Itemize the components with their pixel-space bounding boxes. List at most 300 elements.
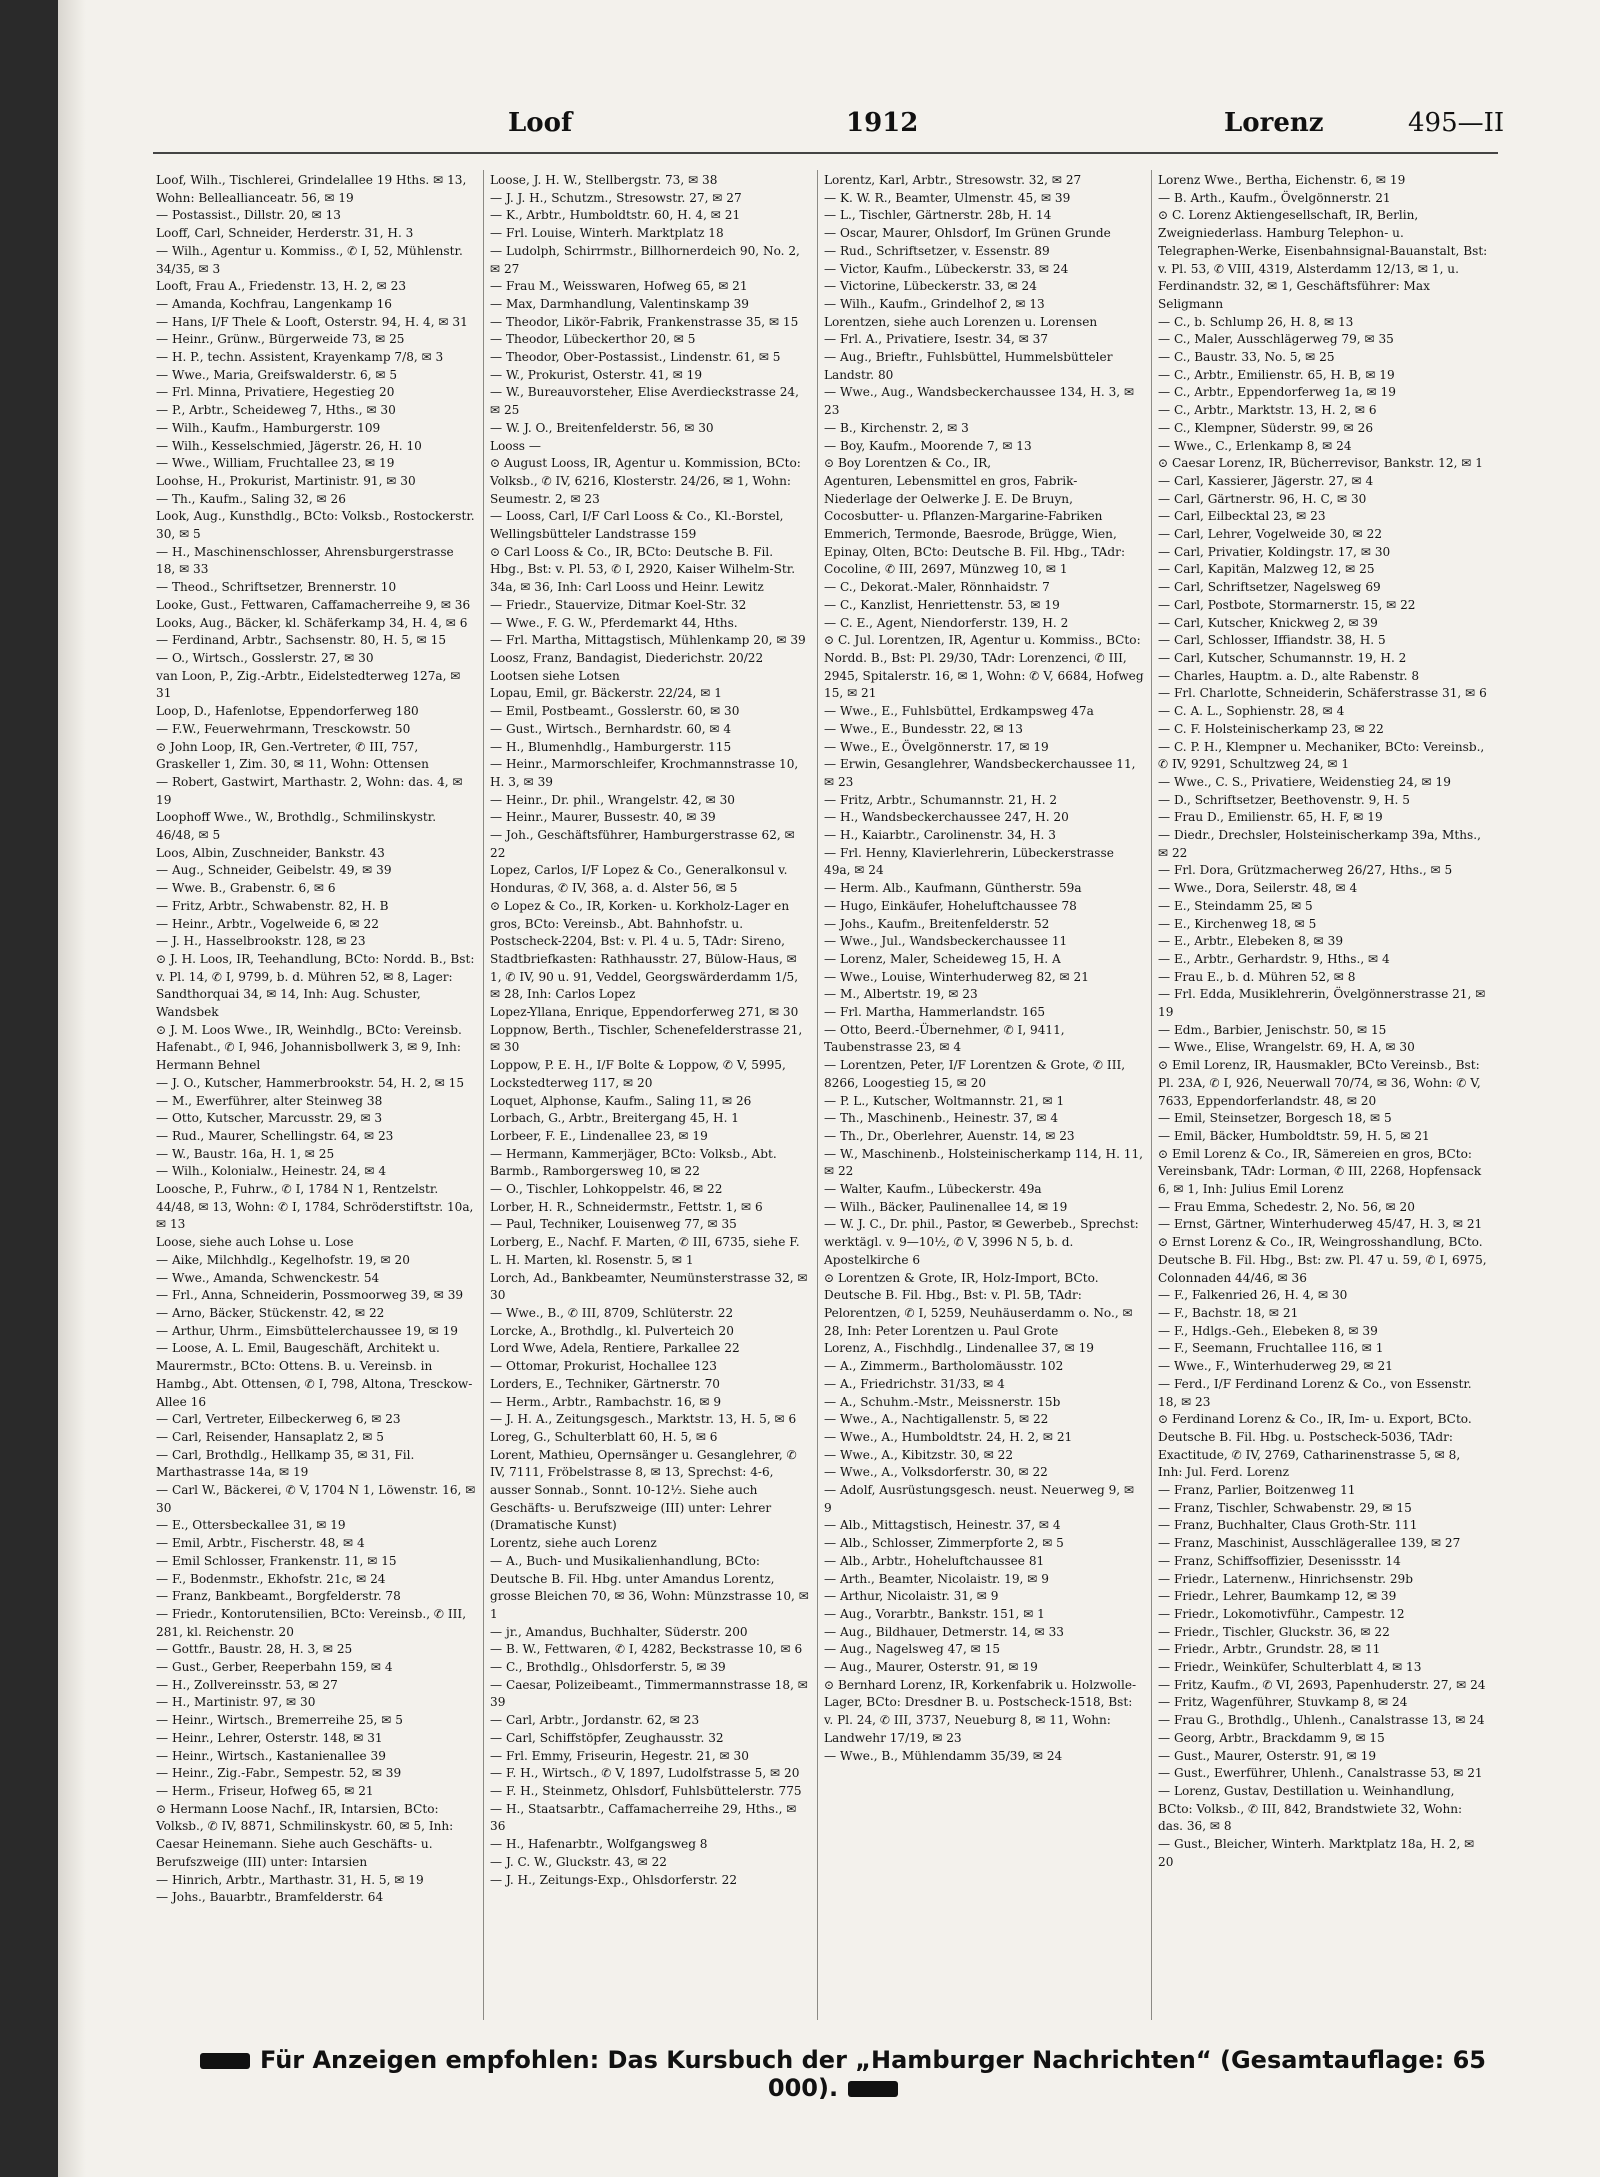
directory-entry: ⊙ J. H. Loos, IR, Teehandlung, BCto: Nordd. B., Bst: v. Pl. 14, ✆ I, 9799, b. d. Mühren 52, ✉ 8, Lager: Sandthorquai 34, ✉ 14, Inh: Aug. Schuster, Wandsbek (156, 951, 479, 1020)
directory-entry: — J. O., Kutscher, Hammerbrookstr. 54, H. 2, ✉ 15 (156, 1075, 465, 1090)
directory-entry: — Carl, Kutscher, Schumannstr. 19, H. 2 (1158, 650, 1407, 665)
directory-entry: ⊙ Emil Lorenz, IR, Hausmakler, BCto Vereinsb., Bst: Pl. 23A, ✆ I, 926, Neuerwall 70/74, ✉ 36, Wohn: ✆ V, 7633, Eppendorferlandstr. 48, ✉ 20 (1158, 1058, 1485, 1108)
column-divider (817, 170, 818, 2020)
directory-entry: — F., Bachstr. 18, ✉ 21 (1158, 1306, 1299, 1320)
directory-entry: Lorent, Mathieu, Opernsänger u. Gesanglehrer, ✆ IV, 7111, Fröbelstrasse 8, ✉ 13, Sprechst: 4-6, ausser Sonnab., Sonnt. 10-12½. Siehe auch Geschäfts- u. Berufszweige (III) unter: Lehrer (Dramatische Kunst) (490, 1447, 801, 1533)
directory-entry: — Wwe., B., ✆ III, 8709, Schlüterstr. 22 (490, 1306, 734, 1320)
directory-entry: — Gust., Maurer, Osterstr. 91, ✉ 19 (1158, 1748, 1377, 1763)
directory-entry: — Wilh., Kaufm., Hamburgerstr. 109 (156, 420, 381, 435)
directory-entry: — Fritz, Wagenführer, Stuvkamp 8, ✉ 24 (1158, 1695, 1408, 1710)
directory-entry: — Ottomar, Prokurist, Hochallee 123 (490, 1359, 717, 1374)
directory-entry: — Hinrich, Arbtr., Marthastr. 31, H. 5, ✉ 19 (156, 1872, 424, 1887)
directory-entry: — Frl. Dora, Grützmacherweg 26/27, Hths., ✉ 5 (1158, 863, 1453, 878)
directory-entry: — Alb., Schlosser, Zimmerpforte 2, ✉ 5 (824, 1536, 1064, 1551)
directory-entry: — Wwe., A., Humboldtstr. 24, H. 2, ✉ 21 (824, 1429, 1073, 1444)
directory-entry: Agenturen, Lebensmittel en gros, Fabrik-Niederlage der Oelwerke J. E. De Bruyn, Cocosbutter- u. Pflanzen-Margarine-Fabriken Emmerich, Termonde, Baesrode, Brügge, Wien, Epinay, Olten, BCto: Deutsche B. Fil. Hbg., TAdr: Cocoline, ✆ III, 2697, Münzweg 10, ✉ 1 (824, 473, 1129, 577)
directory-entry: Lorberg, E., Nachf. F. Marten, ✆ III, 6735, siehe F. L. H. Marten, kl. Rosenstr. 5, ✉ 1 (490, 1235, 804, 1267)
directory-entry: Lopez, Carlos, I/F Lopez & Co., Generalkonsul v. Honduras, ✆ IV, 368, a. d. Alster 56, ✉ 5 (490, 863, 792, 896)
directory-entry: — Carl, Schriftsetzer, Nagelsweg 69 (1158, 580, 1381, 595)
directory-entry: — Aug., Vorarbtr., Bankstr. 151, ✉ 1 (824, 1606, 1045, 1621)
directory-entry: — Lorenz, Maler, Scheideweg 15, H. A (824, 951, 1061, 966)
directory-entry: — Friedr., Arbtr., Grundstr. 28, ✉ 11 (1158, 1642, 1381, 1657)
directory-entry: — Heinr., Wirtsch., Bremerreihe 25, ✉ 5 (156, 1713, 403, 1728)
directory-entry: Lorch, Ad., Bankbeamter, Neumünsterstrasse 32, ✉ 30 (490, 1270, 812, 1303)
directory-page (58, 0, 1600, 2177)
directory-entry: — Wilh., Kolonialw., Heinestr. 24, ✉ 4 (156, 1164, 387, 1179)
header-first-entry: Loof (508, 108, 573, 138)
directory-entry: — Lorenz, Gustav, Destillation u. Weinhandlung, BCto: Volksb., ✆ III, 842, Brandstwiete 32, Wohn: das. 36, ✉ 8 (1158, 1783, 1466, 1834)
directory-entry: — W., Prokurist, Osterstr. 41, ✉ 19 (490, 367, 703, 382)
directory-entry: ⊙ John Loop, IR, Gen.-Vertreter, ✆ III, 757, Graskeller 1, Zim. 30, ✉ 11, Wohn: Ottensen (156, 739, 429, 772)
directory-entry: — A., Friedrichstr. 31/33, ✉ 4 (824, 1376, 1005, 1391)
directory-entry: — Johs., Bauarbtr., Bramfelderstr. 64 (156, 1890, 384, 1905)
directory-entry: — Carl, Eilbecktal 23, ✉ 23 (1158, 509, 1326, 524)
directory-entry: ⊙ J. M. Loos Wwe., IR, Weinhdlg., BCto: Vereinsb. Hafenabt., ✆ I, 946, Johannisbollwerk 3, ✉ 9, Inh: Hermann Behnel (156, 1022, 466, 1073)
page-header (148, 108, 1560, 148)
directory-entry: — H., Kaiarbtr., Carolinenstr. 34, H. 3 (824, 828, 1056, 843)
directory-entry: — W., Maschinenb., Holsteinischerkamp 114, H. 11, ✉ 22 (824, 1146, 1147, 1179)
directory-entry: — A., Schuhm.-Mstr., Meissnerstr. 15b (824, 1394, 1061, 1409)
directory-entry: — Friedr., Lokomotivführ., Campestr. 12 (1158, 1606, 1405, 1621)
directory-entry: — Herm. Alb., Kaufmann, Güntherstr. 59a (824, 881, 1082, 896)
directory-entry: Lorentz, Karl, Arbtr., Stresowstr. 32, ✉ 27 (824, 173, 1082, 187)
directory-entry: — Carl, Kapitän, Malzweg 12, ✉ 25 (1158, 562, 1375, 577)
column-1 (156, 172, 480, 2022)
directory-entry: — Edm., Barbier, Jenischstr. 50, ✉ 15 (1158, 1022, 1387, 1037)
directory-entry: Lorbeer, F. E., Lindenallee 23, ✉ 19 (490, 1128, 708, 1143)
directory-entry: — H., Blumenhdlg., Hamburgerstr. 115 (490, 739, 732, 754)
directory-entry: Lopau, Emil, gr. Bäckerstr. 22/24, ✉ 1 (490, 686, 722, 701)
directory-entry: — Wilh., Bäcker, Paulinenallee 14, ✉ 19 (824, 1199, 1068, 1214)
directory-entry: — Gust., Gerber, Reeperbahn 159, ✉ 4 (156, 1660, 393, 1675)
directory-entry: ⊙ Emil Lorenz & Co., IR, Sämereien en gros, BCto: Vereinsbank, TAdr: Lorman, ✆ III, 2268, Hopfensack 6, ✉ 1, Inh: Julius Emil Lorenz (1158, 1146, 1486, 1197)
directory-entry: Lootsen siehe Lotsen (490, 668, 620, 683)
directory-entry: — C., Arbtr., Emilienstr. 65, H. B, ✉ 19 (1158, 367, 1395, 382)
directory-entry: — Joh., Geschäftsführer, Hamburgerstrasse 62, ✉ 22 (490, 828, 799, 860)
directory-entry: — Ludolph, Schirrmstr., Billhornerdeich 90, No. 2, ✉ 27 (490, 243, 804, 276)
directory-entry: — Wwe., Amanda, Schwenckestr. 54 (156, 1270, 380, 1285)
directory-entry: — Emil, Bäcker, Humboldtstr. 59, H. 5, ✉ 21 (1158, 1128, 1430, 1143)
header-last-entry: Lorenz (1224, 108, 1324, 138)
directory-entry: — O., Tischler, Lohkoppelstr. 46, ✉ 22 (490, 1182, 723, 1197)
directory-entry: — F., Bodenmstr., Ekhofstr. 21c, ✉ 24 (156, 1571, 386, 1586)
directory-entry: — Theodor, Lübeckerthor 20, ✉ 5 (490, 332, 696, 347)
directory-entry: ⊙ Boy Lorentzen & Co., IR, (824, 456, 992, 471)
directory-entry: — Carl, Postbote, Stormarnerstr. 15, ✉ 22 (1158, 597, 1416, 612)
directory-entry: — Franz, Schiffsoffizier, Desenissstr. 14 (1158, 1553, 1401, 1568)
directory-entry: — Walter, Kaufm., Lübeckerstr. 49a (824, 1182, 1042, 1197)
directory-entry: Lorbach, G., Arbtr., Breitergang 45, H. 1 (490, 1111, 739, 1126)
directory-entry: ⊙ Ernst Lorenz & Co., IR, Weingrosshandlung, BCto. Deutsche B. Fil. Hbg., Bst: zw. Pl. 47 u. 59, ✆ I, 6975, Colonnaden 44/46, ✉ 36 (1158, 1235, 1491, 1285)
directory-entry: — C., Arbtr., Marktstr. 13, H. 2, ✉ 6 (1158, 403, 1377, 418)
directory-entry: — Wilh., Kesselschmied, Jägerstr. 26, H. 10 (156, 438, 422, 453)
directory-entry: — Heinr., Wirtsch., Kastanienallee 39 (156, 1748, 386, 1763)
directory-entry: — Charles, Hauptm. a. D., alte Rabenstr. 8 (1158, 668, 1420, 683)
directory-entry: Loohse, H., Prokurist, Martinistr. 91, ✉ 30 (156, 473, 416, 488)
directory-entry: — Carl, Gärtnerstr. 96, H. C, ✉ 30 (1158, 491, 1367, 506)
directory-entry: — Frl. Minna, Privatiere, Hegestieg 20 (156, 385, 395, 400)
directory-entry: — Wwe. B., Grabenstr. 6, ✉ 6 (156, 881, 336, 896)
directory-entry: — Friedr., Lehrer, Baumkamp 12, ✉ 39 (1158, 1589, 1397, 1604)
directory-entry: — Diedr., Drechsler, Holsteinischerkamp 39a, Mths., ✉ 22 (1158, 828, 1485, 860)
directory-entry: ⊙ Carl Looss & Co., IR, BCto: Deutsche B. Fil. Hbg., Bst: v. Pl. 53, ✆ I, 2920, Kaiser Wilhelm-Str. 34a, ✉ 36, Inh: Carl Looss und Heinr. Lewitz (490, 544, 799, 595)
directory-entry: — Herm., Arbtr., Rambachstr. 16, ✉ 9 (490, 1394, 722, 1409)
directory-entry: — C., Maler, Ausschlägerweg 79, ✉ 35 (1158, 332, 1394, 347)
directory-entry: — Carl, Schiffstöpfer, Zeughausstr. 32 (490, 1730, 724, 1745)
directory-entry: — C., Kanzlist, Henriettenstr. 53, ✉ 19 (824, 597, 1060, 612)
column-divider (483, 170, 484, 2020)
directory-entry: — Frl. A., Privatiere, Isestr. 34, ✉ 37 (824, 332, 1049, 347)
directory-entry: — Theod., Schriftsetzer, Brennerstr. 10 (156, 580, 397, 595)
directory-entry: — H. P., techn. Assistent, Krayenkamp 7/8, ✉ 3 (156, 350, 444, 365)
directory-entry: — Emil, Postbeamt., Gosslerstr. 60, ✉ 30 (490, 704, 740, 719)
header-year: 1912 (846, 108, 919, 138)
directory-entry: — M., Ewerführer, alter Steinweg 38 (156, 1093, 383, 1108)
directory-entry: — K. W. R., Beamter, Ulmenstr. 45, ✉ 39 (824, 190, 1071, 205)
directory-entry: — Wwe., William, Fruchtallee 23, ✉ 19 (156, 456, 395, 471)
directory-entry: — Wwe., Maria, Greifswalderstr. 6, ✉ 5 (156, 367, 398, 382)
directory-entry: — E., Kirchenweg 18, ✉ 5 (1158, 916, 1317, 931)
directory-entry: ⊙ C. Jul. Lorentzen, IR, Agentur u. Kommiss., BCto: Nordd. B., Bst: Pl. 29/30, TAdr: Lorenzenci, ✆ III, 2945, Spitalerstr. 16, ✉ 1, Wohn: ✆ V, 6684, Hofweg 15, ✉ 21 (824, 633, 1148, 701)
directory-entry: — Frau Emma, Schedestr. 2, No. 56, ✉ 20 (1158, 1199, 1415, 1214)
directory-entry: — Franz, Buchhalter, Claus Groth-Str. 111 (1158, 1518, 1418, 1533)
directory-entry: — Heinr., Arbtr., Vogelweide 6, ✉ 22 (156, 916, 379, 931)
directory-entry: — Carl, Lehrer, Vogelweide 30, ✉ 22 (1158, 527, 1383, 542)
directory-entry: Loppow, P. E. H., I/F Bolte & Loppow, ✆ V, 5995, Lockstedterweg 117, ✉ 20 (490, 1058, 790, 1090)
directory-entry: — F.W., Feuerwehrmann, Tresckowstr. 50 (156, 721, 411, 736)
directory-entry: — Friedr., Tischler, Gluckstr. 36, ✉ 22 (1158, 1624, 1390, 1639)
directory-entry: — M., Albertstr. 19, ✉ 23 (824, 987, 978, 1002)
directory-entry: van Loon, P., Zig.-Arbtr., Eidelstedterweg 127a, ✉ 31 (156, 668, 465, 701)
directory-entry: — F., Falkenried 26, H. 4, ✉ 30 (1158, 1288, 1348, 1303)
directory-entry: Lorcke, A., Brothdlg., kl. Pulverteich 20 (490, 1323, 734, 1338)
directory-entry: — C., Dekorat.-Maler, Rönnhaidstr. 7 (824, 580, 1050, 595)
directory-entry: — Herm., Friseur, Hofweg 65, ✉ 21 (156, 1783, 374, 1798)
directory-entry: — F. H., Wirtsch., ✆ V, 1897, Ludolfstrasse 5, ✉ 20 (490, 1766, 800, 1781)
directory-entry: Lorders, E., Techniker, Gärtnerstr. 70 (490, 1376, 720, 1391)
directory-entry: — Gust., Bleicher, Winterh. Marktplatz 18a, H. 2, ✉ 20 (1158, 1837, 1479, 1869)
directory-entry: — Fritz, Arbtr., Schumannstr. 21, H. 2 (824, 792, 1058, 807)
directory-entry: — E., Ottersbeckallee 31, ✉ 19 (156, 1518, 346, 1533)
directory-entry: — Lorentzen, Peter, I/F Lorentzen & Grote, ✆ III, 8266, Loogestieg 15, ✉ 20 (824, 1058, 1129, 1090)
directory-entry: — Rud., Maurer, Schellingstr. 64, ✉ 23 (156, 1128, 394, 1143)
directory-entry: — Frl. Martha, Mittagstisch, Mühlenkamp 20, ✉ 39 (490, 633, 806, 648)
directory-entry: — Wwe., Elise, Wrangelstr. 69, H. A, ✉ 30 (1158, 1040, 1415, 1055)
directory-entry: — Amanda, Kochfrau, Langenkamp 16 (156, 296, 392, 311)
directory-entry: ⊙ Bernhard Lorenz, IR, Korkenfabrik u. Holzwolle-Lager, BCto: Dresdner B. u. Postscheck-1518, Bst: v. Pl. 24, ✆ III, 3737, Neueburg 8, ✉ 11, Wohn: Landwehr 17/19, ✉ 23 (824, 1677, 1137, 1745)
directory-entry: — J. H. A., Zeitungsgesch., Marktstr. 13, H. 5, ✉ 6 (490, 1412, 797, 1427)
directory-entry: — Carl W., Bäckerei, ✆ V, 1704 N 1, Löwenstr. 16, ✉ 30 (156, 1483, 480, 1515)
directory-entry: — Carl, Reisender, Hansaplatz 2, ✉ 5 (156, 1429, 384, 1444)
directory-entry: — Heinr., Lehrer, Osterstr. 148, ✉ 31 (156, 1730, 383, 1745)
directory-entry: — Loose, A. L. Emil, Baugeschäft, Architekt u. Maurermstr., BCto: Ottens. B. u. Vereinsb. in Hambg., Abt. Ottensen, ✆ I, 798, Altona, Tresckow-Allee 16 (156, 1341, 473, 1409)
directory-entry: — Carl, Kassierer, Jägerstr. 27, ✉ 4 (1158, 473, 1374, 488)
directory-entry: — H., Staatsarbtr., Caffamacherreihe 29, Hths., ✉ 36 (490, 1801, 801, 1834)
directory-entry: Looks, Aug., Bäcker, kl. Schäferkamp 34, H. 4, ✉ 6 (156, 615, 468, 630)
directory-entry: — Carl, Privatier, Koldingstr. 17, ✉ 30 (1158, 544, 1391, 559)
directory-entry: — D., Schriftsetzer, Beethovenstr. 9, H. 5 (1158, 792, 1410, 807)
directory-entry: — L., Tischler, Gärtnerstr. 28b, H. 14 (824, 208, 1052, 223)
directory-entry: Lorber, H. R., Schneidermstr., Fettstr. 1, ✉ 6 (490, 1199, 763, 1214)
directory-entry: — Arthur, Nicolaistr. 31, ✉ 9 (824, 1589, 999, 1604)
directory-entry: — B. Arth., Kaufm., Övelgönnerstr. 21 (1158, 190, 1391, 205)
directory-entry: — Heinr., Maurer, Bussestr. 40, ✉ 39 (490, 810, 716, 825)
directory-entry: — E., Steindamm 25, ✉ 5 (1158, 898, 1313, 913)
directory-entry: — C. A. L., Sophienstr. 28, ✉ 4 (1158, 704, 1345, 719)
directory-entry: — Postassist., Dillstr. 20, ✉ 13 (156, 208, 341, 223)
directory-entry: — W., Bureauvorsteher, Elise Averdieckstrasse 24, ✉ 25 (490, 385, 803, 418)
directory-entry: Looff, Carl, Schneider, Herderstr. 31, H. 3 (156, 226, 414, 241)
directory-entry: — H., Zollvereinsstr. 53, ✉ 27 (156, 1677, 338, 1692)
directory-entry: — W. J. O., Breitenfelderstr. 56, ✉ 30 (490, 420, 714, 435)
directory-entry: — P. L., Kutscher, Woltmannstr. 21, ✉ 1 (824, 1093, 1065, 1108)
directory-entry: — Th., Maschinenb., Heinestr. 37, ✉ 4 (824, 1111, 1059, 1126)
directory-entry: — Wwe., E., Bundesstr. 22, ✉ 13 (824, 721, 1023, 736)
directory-entry: — C., Baustr. 33, No. 5, ✉ 25 (1158, 350, 1335, 365)
directory-entry: — Victor, Kaufm., Lübeckerstr. 33, ✉ 24 (824, 261, 1069, 276)
directory-entry: — Friedr., Laternenw., Hinrichsenstr. 29b (1158, 1571, 1413, 1586)
directory-entry: — O., Wirtsch., Gosslerstr. 27, ✉ 30 (156, 650, 374, 665)
directory-entry: — Rud., Schriftsetzer, v. Essenstr. 89 (824, 243, 1050, 258)
directory-entry: — Wilh., Agentur u. Kommiss., ✆ I, 52, Mühlenstr. 34/35, ✉ 3 (156, 243, 467, 276)
directory-entry: ⊙ August Looss, IR, Agentur u. Kommission, BCto: Volksb., ✆ IV, 6216, Klosterstr. 24/26, ✉ 1, Wohn: Seumestr. 2, ✉ 23 (490, 456, 805, 506)
directory-entry: — C. E., Agent, Niendorferstr. 139, H. 2 (824, 615, 1069, 630)
directory-entry: Loosche, P., Fuhrw., ✆ I, 1784 N 1, Rentzelstr. 44/48, ✉ 13, Wohn: ✆ I, 1784, Schröderstiftstr. 10a, ✉ 13 (156, 1182, 478, 1232)
directory-entry: ⊙ Hermann Loose Nachf., IR, Intarsien, BCto: Volksb., ✆ IV, 8871, Schmilinskystr. 60, ✉ 5, Inh: Caesar Heinemann. Siehe auch Geschäfts- u. Berufszweige (III) unter: Intarsien (156, 1801, 458, 1869)
directory-entry: — Aug., Maurer, Osterstr. 91, ✉ 19 (824, 1660, 1038, 1675)
directory-entry: Loose, J. H. W., Stellbergstr. 73, ✉ 38 (490, 173, 718, 187)
directory-entry: ⊙ Lorentzen & Grote, IR, Holz-Import, BCto. Deutsche B. Fil. Hbg., Bst: v. Pl. 5B, TAdr: Pelorentzen, ✆ I, 5259, Neuhäuserdamm o. No., ✉ 28, Inh: Peter Lorentzen u. Paul Grote (824, 1270, 1137, 1338)
directory-entry: ⊙ Caesar Lorenz, IR, Bücherrevisor, Bankstr. 12, ✉ 1 (1158, 456, 1483, 471)
advertisement-footer (178, 2046, 1498, 2102)
directory-entry: — Arno, Bäcker, Stückenstr. 42, ✉ 22 (156, 1306, 385, 1320)
directory-entry: — Aug., Bildhauer, Detmerstr. 14, ✉ 33 (824, 1624, 1064, 1639)
directory-entry: — Emil, Arbtr., Fischerstr. 48, ✉ 4 (156, 1536, 365, 1551)
directory-entry: — Wwe., Louise, Winterhuderweg 82, ✉ 21 (824, 969, 1089, 984)
directory-entry: — Wwe., A., Volksdorferstr. 30, ✉ 22 (824, 1465, 1048, 1480)
directory-entry: — Wwe., Aug., Wandsbeckerchaussee 134, H. 3, ✉ 23 (824, 385, 1138, 418)
directory-entry: — Friedr., Stauervize, Ditmar Koel-Str. 32 (490, 597, 747, 612)
directory-entry: — Friedr., Kontorutensilien, BCto: Vereinsb., ✆ III, 281, kl. Reichenstr. 20 (156, 1606, 470, 1639)
pointing-hand-left-icon (200, 2053, 250, 2069)
directory-entry: — Frau M., Weisswaren, Hofweg 65, ✉ 21 (490, 279, 748, 294)
directory-entry: — Frau D., Emilienstr. 65, H. F, ✉ 19 (1158, 810, 1383, 825)
directory-entry: Loosz, Franz, Bandagist, Diederichstr. 20/22 (490, 650, 764, 665)
directory-entry: — Wwe., C., Erlenkamp 8, ✉ 24 (1158, 438, 1352, 453)
directory-entry: — C., Brothdlg., Ohlsdorferstr. 5, ✉ 39 (490, 1660, 726, 1675)
directory-entry: — Heinr., Grünw., Bürgerweide 73, ✉ 25 (156, 332, 405, 347)
directory-entry: — Aug., Schneider, Geibelstr. 49, ✉ 39 (156, 863, 392, 878)
directory-entry: — E., Arbtr., Gerhardstr. 9, Hths., ✉ 4 (1158, 951, 1390, 966)
directory-entry: ⊙ Lopez & Co., IR, Korken- u. Korkholz-Lager en gros, BCto: Vereinsb., Abt. Bahnhofstr. u. Postscheck-2204, Bst: v. Pl. 4 u. 5, TAdr: Sireno, Stadtbriefkasten: Rathhausstr. 27, Bülow-Haus, ✉ 1, ✆ IV, 90 u. 91, Veddel, Georgswärderdamm 1/5, ✉ 28, Inh: Carlos Lopez (490, 898, 802, 1002)
directory-entry: — Th., Kaufm., Saling 32, ✉ 26 (156, 491, 346, 506)
directory-entry: — Gust., Wirtsch., Bernhardstr. 60, ✉ 4 (490, 721, 732, 736)
directory-entry: — Arthur, Uhrm., Eimsbüttelerchaussee 19, ✉ 19 (156, 1323, 458, 1338)
directory-entry: Loose, siehe auch Lohse u. Lose (156, 1235, 354, 1250)
directory-entry: ⊙ C. Lorenz Aktiengesellschaft, IR, Berlin, Zweigniederlass. Hamburg Telephon- u. Telegraphen-Werke, Eisenbahnsignal-Bauanstalt, Bst: v. Pl. 53, ✆ VIII, 4319, Alsterdamm 12/13, ✉ 1, u. Ferdinandstr. 32, ✉ 1, Geschäftsführer: Max Seligmann (1158, 208, 1492, 311)
directory-entry: — Robert, Gastwirt, Marthastr. 2, Wohn: das. 4, ✉ 19 (156, 774, 467, 807)
directory-entry: Lorenz, A., Fischhdlg., Lindenallee 37, ✉ 19 (824, 1341, 1094, 1356)
directory-entry: — Wwe., C. S., Privatiere, Weidenstieg 24, ✉ 19 (1158, 774, 1451, 789)
directory-entry: — Ferd., I/F Ferdinand Lorenz & Co., von Essenstr. 18, ✉ 23 (1158, 1376, 1476, 1409)
directory-entry: — Ernst, Gärtner, Winterhuderweg 45/47, H. 3, ✉ 21 (1158, 1217, 1483, 1232)
column-2 (490, 172, 813, 2022)
footer-text: Für Anzeigen empfohlen: Das Kursbuch der „Hamburger Nachrichten“ (Gesamtauflage: 65 000). (260, 2046, 1486, 2102)
directory-entry: — Fritz, Arbtr., Schwabenstr. 82, H. B (156, 898, 389, 913)
directory-entry: — Carl, Brothdlg., Hellkamp 35, ✉ 31, Fil. Marthastrasse 14a, ✉ 19 (156, 1447, 419, 1480)
directory-entry: — J. C. W., Gluckstr. 43, ✉ 22 (490, 1854, 667, 1869)
directory-entry: — K., Arbtr., Humboldtstr. 60, H. 4, ✉ 21 (490, 208, 741, 223)
directory-entry: — C. F. Holsteinischerkamp 23, ✉ 22 (1158, 721, 1384, 736)
directory-entry: — Frl. Louise, Winterh. Marktplatz 18 (490, 226, 724, 241)
directory-entry: — Theodor, Likör-Fabrik, Frankenstrasse 35, ✉ 15 (490, 314, 799, 329)
directory-entry: — Carl, Schlosser, Iffiandstr. 38, H. 5 (1158, 633, 1386, 648)
directory-entry: — Johs., Kaufm., Breitenfelderstr. 52 (824, 916, 1050, 931)
directory-entry: — Wwe., A., Kibitzstr. 30, ✉ 22 (824, 1447, 1014, 1462)
directory-entry: — Boy, Kaufm., Moorende 7, ✉ 13 (824, 438, 1032, 453)
directory-entry: — Max, Darmhandlung, Valentinskamp 39 (490, 296, 749, 311)
directory-entry: — Frl., Anna, Schneiderin, Possmoorweg 39, ✉ 39 (156, 1288, 464, 1303)
directory-entry: — Gottfr., Baustr. 28, H. 3, ✉ 25 (156, 1642, 353, 1657)
directory-entry: Lord Wwe, Adela, Rentiere, Parkallee 22 (490, 1341, 740, 1356)
directory-entry: — C. P. H., Klempner u. Mechaniker, BCto: Vereinsb., ✆ IV, 9291, Schultzweg 24, ✉ 1 (1158, 739, 1489, 772)
directory-entry: — Paul, Techniker, Louisenweg 77, ✉ 35 (490, 1217, 737, 1232)
header-rule (153, 152, 1498, 154)
directory-entry: — Emil Schlosser, Frankenstr. 11, ✉ 15 (156, 1553, 397, 1568)
directory-entry: — B. W., Fettwaren, ✆ I, 4282, Beckstrasse 10, ✉ 6 (490, 1642, 803, 1657)
directory-entry: — Aug., Brieftr., Fuhlsbüttel, Hummelsbütteler Landstr. 80 (824, 350, 1117, 382)
directory-entry: — Wwe., F. G. W., Pferdemarkt 44, Hths. (490, 615, 738, 630)
pointing-hand-right-icon (848, 2081, 898, 2097)
directory-entry: — C., Klempner, Süderstr. 99, ✉ 26 (1158, 420, 1374, 435)
directory-entry: — Wwe., E., Övelgönnerstr. 17, ✉ 19 (824, 739, 1049, 754)
directory-entry: — Franz, Maschinist, Ausschlägerallee 139, ✉ 27 (1158, 1536, 1461, 1551)
column-3 (824, 172, 1148, 2022)
directory-entry: — P., Arbtr., Scheideweg 7, Hths., ✉ 30 (156, 403, 396, 418)
directory-entry: — H., Martinistr. 97, ✉ 30 (156, 1695, 316, 1710)
directory-entry: — Arth., Beamter, Nicolaistr. 19, ✉ 9 (824, 1571, 1049, 1586)
directory-entry: — Hugo, Einkäufer, Hoheluftchaussee 78 (824, 898, 1077, 913)
directory-entry: — C., Arbtr., Eppendorferweg 1a, ✉ 19 (1158, 385, 1396, 400)
directory-entry: Looft, Frau A., Friedenstr. 13, H. 2, ✉ 23 (156, 279, 407, 294)
directory-entry: — F., Seemann, Fruchtallee 116, ✉ 1 (1158, 1341, 1384, 1356)
directory-entry: — Frl. Charlotte, Schneiderin, Schäferstrasse 31, ✉ 6 (1158, 686, 1487, 701)
directory-entry: — Fritz, Kaufm., ✆ VI, 2693, Papenhuderstr. 27, ✉ 24 (1158, 1677, 1486, 1692)
directory-entry: Loquet, Alphonse, Kaufm., Saling 11, ✉ 26 (490, 1093, 752, 1108)
directory-entry: — Carl, Kutscher, Knickweg 2, ✉ 39 (1158, 615, 1378, 630)
directory-entry: — Franz, Bankbeamt., Borgfelderstr. 78 (156, 1589, 401, 1604)
directory-entry: — Caesar, Polizeibeamt., Timmermannstrasse 18, ✉ 39 (490, 1677, 812, 1710)
directory-entry: — Erwin, Gesanglehrer, Wandsbeckerchaussee 11, ✉ 23 (824, 757, 1140, 789)
directory-entry: — Theodor, Ober-Postassist., Lindenstr. 61, ✉ 5 (490, 350, 781, 365)
directory-entry: — F., Hdlgs.-Geh., Elebeken 8, ✉ 39 (1158, 1323, 1378, 1338)
directory-entry: — H., Maschinenschlosser, Ahrensburgerstrasse 18, ✉ 33 (156, 544, 458, 577)
directory-entry: — jr., Amandus, Buchhalter, Süderstr. 200 (490, 1624, 748, 1639)
directory-entry: — Th., Dr., Oberlehrer, Auenstr. 14, ✉ 23 (824, 1128, 1075, 1143)
directory-entry: — Frl. Edda, Musiklehrerin, Övelgönnerstrasse 21, ✉ 19 (1158, 987, 1490, 1020)
directory-entry: — Heinr., Dr. phil., Wrangelstr. 42, ✉ 30 (490, 792, 736, 807)
directory-entry: Lorentz, siehe auch Lorenz (490, 1536, 657, 1551)
directory-entry: Lopez-Yllana, Enrique, Eppendorferweg 271, ✉ 30 (490, 1005, 799, 1020)
directory-entry: — Heinr., Marmorschleifer, Krochmannstrasse 10, H. 3, ✉ 39 (490, 757, 803, 789)
directory-entry: — Wwe., B., Mühlendamm 35/39, ✉ 24 (824, 1748, 1063, 1763)
directory-entry: — Victorine, Lübeckerstr. 33, ✉ 24 (824, 279, 1037, 294)
directory-entry: — Frl. Martha, Hammerlandstr. 165 (824, 1005, 1046, 1020)
directory-entry: — B., Kirchenstr. 2, ✉ 3 (824, 420, 969, 435)
directory-entry: — Otto, Beerd.-Übernehmer, ✆ I, 9411, Taubenstrasse 23, ✉ 4 (824, 1022, 1069, 1055)
directory-entry: — Frl. Emmy, Friseurin, Hegestr. 21, ✉ 30 (490, 1748, 749, 1763)
directory-entry: Looke, Gust., Fettwaren, Caffamacherreihe 9, ✉ 36 (156, 597, 471, 612)
directory-entry: — E., Arbtr., Elebeken 8, ✉ 39 (1158, 934, 1344, 949)
directory-entry: — Wwe., A., Nachtigallenstr. 5, ✉ 22 (824, 1412, 1049, 1427)
column-divider (1151, 170, 1152, 2020)
directory-entry: — W. J. C., Dr. phil., Pastor, ✉ Gewerbeb., Sprechst: werktägl. v. 9—10½, ✆ V, 3996 N 5, b. d. Apostelkirche 6 (824, 1217, 1143, 1267)
directory-entry: Loppnow, Berth., Tischler, Schenefelderstrasse 21, ✉ 30 (490, 1022, 807, 1055)
directory-entry: — Heinr., Zig.-Fabr., Sempestr. 52, ✉ 39 (156, 1766, 402, 1781)
directory-entry: — Looss, Carl, I/F Carl Looss & Co., Kl.-Borstel, Wellingsbütteler Landstrasse 159 (490, 509, 788, 542)
directory-entry: — Emil, Steinsetzer, Borgesch 18, ✉ 5 (1158, 1111, 1392, 1126)
directory-entry: — J. H., Zeitungs-Exp., Ohlsdorferstr. 22 (490, 1872, 738, 1887)
directory-entry: — Adolf, Ausrüstungsgesch. neust. Neuerweg 9, ✉ 9 (824, 1483, 1138, 1515)
directory-entry: — Hermann, Kammerjäger, BCto: Volksb., Abt. Barmb., Ramborgersweg 10, ✉ 22 (490, 1146, 781, 1179)
directory-entry: — J. J. H., Schutzm., Stresowstr. 27, ✉ 27 (490, 190, 742, 205)
directory-entry: — Otto, Kutscher, Marcusstr. 29, ✉ 3 (156, 1111, 383, 1126)
directory-entry: — Franz, Tischler, Schwabenstr. 29, ✉ 15 (1158, 1500, 1412, 1515)
directory-entry: — Gust., Ewerführer, Uhlenh., Canalstrasse 53, ✉ 21 (1158, 1766, 1483, 1781)
directory-entry: — Alb., Arbtr., Hoheluftchaussee 81 (824, 1553, 1045, 1568)
directory-entry: — Carl, Arbtr., Jordanstr. 62, ✉ 23 (490, 1713, 700, 1728)
directory-entry: Loos, Albin, Zuschneider, Bankstr. 43 (156, 845, 385, 860)
directory-entry: Look, Aug., Kunsthdlg., BCto: Volksb., Rostockerstr. 30, ✉ 5 (156, 509, 479, 542)
directory-entry: — Alb., Mittagstisch, Heinestr. 37, ✉ 4 (824, 1518, 1061, 1533)
directory-entry: — Hans, I/F Thele & Looft, Osterstr. 94, H. 4, ✉ 31 (156, 314, 468, 329)
directory-entry: — H., Wandsbeckerchaussee 247, H. 20 (824, 810, 1069, 825)
directory-entry: — Wwe., Jul., Wandsbeckerchaussee 11 (824, 934, 1068, 949)
directory-entry: — Carl, Vertreter, Eilbeckerweg 6, ✉ 23 (156, 1412, 401, 1427)
directory-entry: — C., b. Schlump 26, H. 8, ✉ 13 (1158, 314, 1354, 329)
directory-entry: — A., Buch- und Musikalienhandlung, BCto: Deutsche B. Fil. Hbg. unter Amandus Lorentz, grosse Bleichen 70, ✉ 36, Wohn: Münzstrasse 10, ✉ 1 (490, 1553, 813, 1621)
directory-entry: — Aug., Nagelsweg 47, ✉ 15 (824, 1642, 1001, 1657)
directory-entry: Looss — (490, 438, 541, 453)
directory-entry: — W., Baustr. 16a, H. 1, ✉ 25 (156, 1146, 335, 1161)
directory-entry: Lorenz Wwe., Bertha, Eichenstr. 6, ✉ 19 (1158, 173, 1406, 187)
directory-entry: — Oscar, Maurer, Ohlsdorf, Im Grünen Grunde (824, 226, 1111, 241)
directory-entry: — H., Hafenarbtr., Wolfgangsweg 8 (490, 1837, 708, 1852)
directory-entry: — J. H., Hasselbrookstr. 128, ✉ 23 (156, 934, 366, 949)
directory-entry: — Georg, Arbtr., Brackdamm 9, ✉ 15 (1158, 1730, 1385, 1745)
directory-entry: — Wilh., Kaufm., Grindelhof 2, ✉ 13 (824, 296, 1045, 311)
directory-entry: Loof, Wilh., Tischlerei, Grindelallee 19 Hths. ✉ 13, Wohn: Belleallianceatr. 56, ✉ 19 (156, 173, 471, 205)
directory-entry: — Frau G., Brothdlg., Uhlenh., Canalstrasse 13, ✉ 24 (1158, 1713, 1485, 1728)
directory-entry: — Aike, Milchhdlg., Kegelhofstr. 19, ✉ 20 (156, 1252, 410, 1267)
directory-entry: — F. H., Steinmetz, Ohlsdorf, Fuhlsbüttelerstr. 775 (490, 1783, 802, 1798)
directory-entry: Lorentzen, siehe auch Lorenzen u. Lorensen (824, 314, 1098, 329)
directory-entry: — Wwe., E., Fuhlsbüttel, Erdkampsweg 47a (824, 704, 1094, 719)
directory-entry: — Frl. Henny, Klavierlehrerin, Lübeckerstrasse 49a, ✉ 24 (824, 845, 1118, 878)
directory-entry: Loophoff Wwe., W., Brothdlg., Schmilinskystr. 46/48, ✉ 5 (156, 810, 440, 843)
directory-entry: Loop, D., Hafenlotse, Eppendorferweg 180 (156, 704, 419, 719)
directory-entry: — Frau E., b. d. Mühren 52, ✉ 8 (1158, 969, 1356, 984)
directory-entry: ⊙ Ferdinand Lorenz & Co., IR, Im- u. Export, BCto. Deutsche B. Fil. Hbg. u. Postscheck-5036, TAdr: Exactitude, ✆ IV, 2769, Catharinenstrasse 5, ✉ 8, Inh: Jul. Ferd. Lorenz (1158, 1412, 1476, 1480)
directory-entry: — A., Zimmerm., Bartholomäusstr. 102 (824, 1359, 1064, 1374)
directory-entry: — Ferdinand, Arbtr., Sachsenstr. 80, H. 5, ✉ 15 (156, 633, 447, 648)
directory-entry: — Friedr., Weinküfer, Schulterblatt 4, ✉ 13 (1158, 1660, 1422, 1675)
column-4 (1158, 172, 1492, 2022)
header-page-number: 495—II (1408, 108, 1505, 138)
directory-entry: — Franz, Parlier, Boitzenweg 11 (1158, 1483, 1356, 1498)
directory-entry: Loreg, G., Schulterblatt 60, H. 5, ✉ 6 (490, 1429, 718, 1444)
directory-entry: — Wwe., F., Winterhuderweg 29, ✉ 21 (1158, 1359, 1393, 1374)
